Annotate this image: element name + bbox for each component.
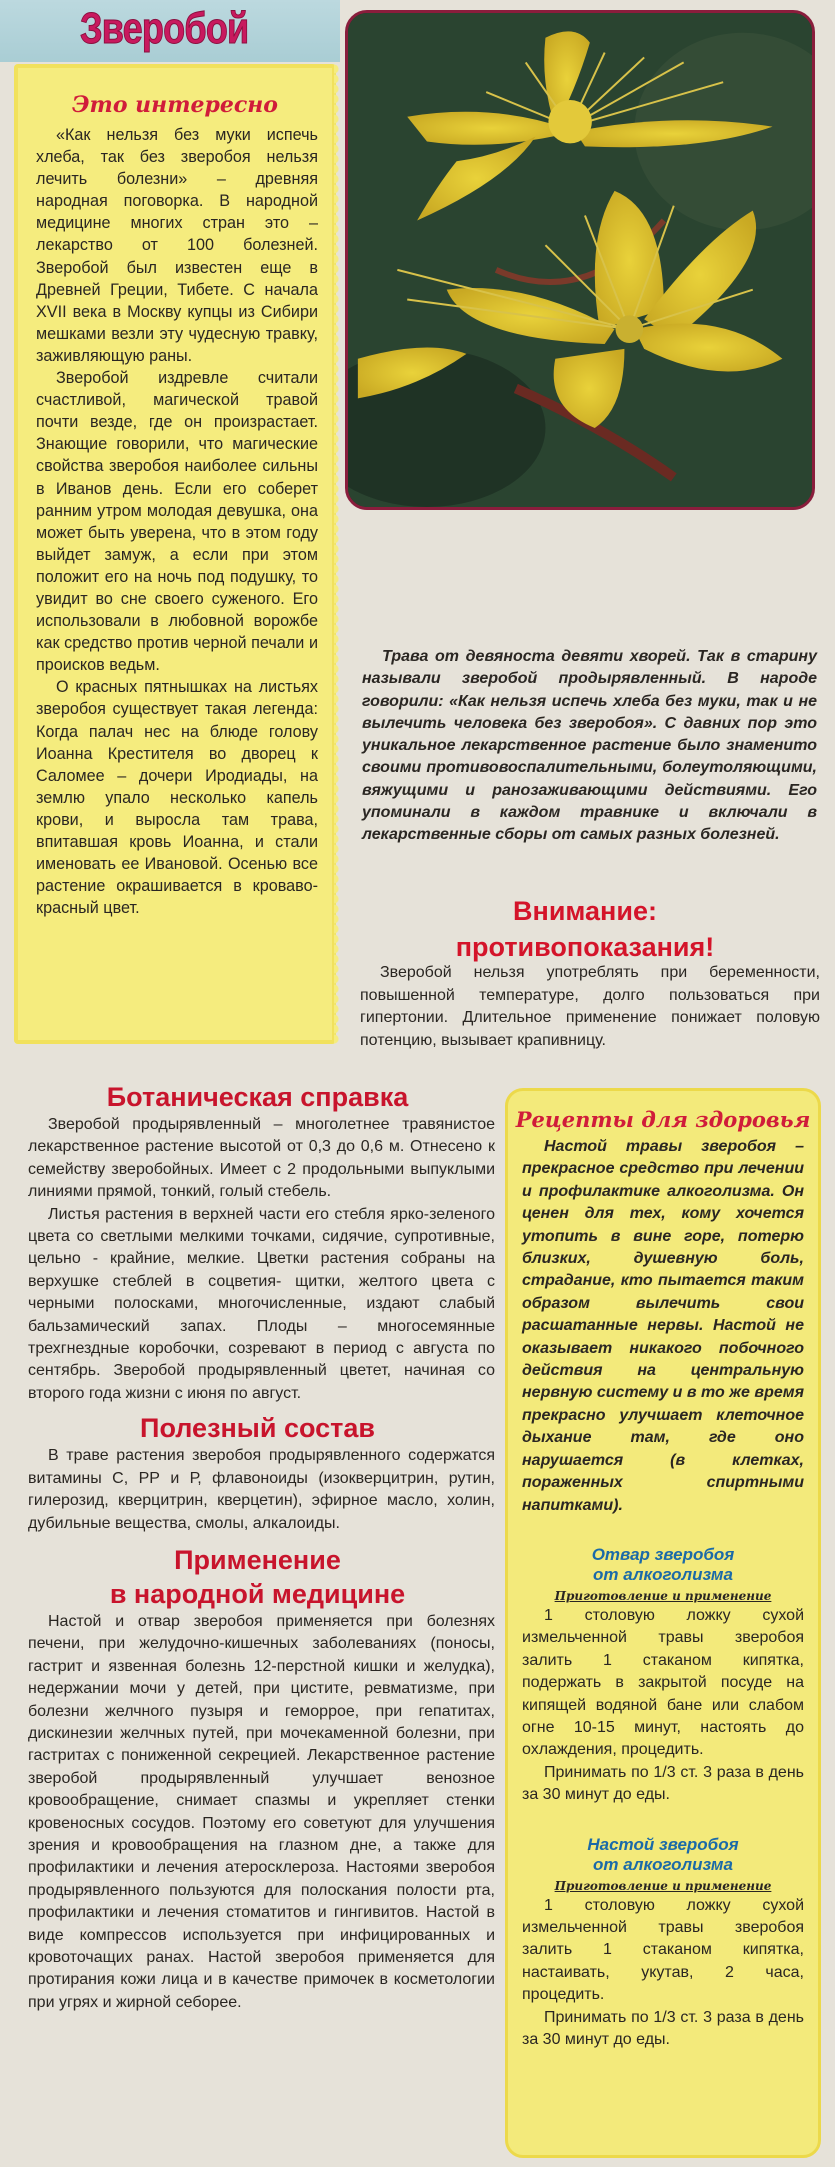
warning-title-line2: противопоказания! bbox=[455, 932, 715, 962]
interesting-paragraph: О красных пятнышках на листьях зверобоя существует такая легенда: Когда палач нес на блюде голову Иоанна Крестителя во дворец к Саломее – дочери Иродиады, на землю упало несколько капель крови, и выросла там трава, впитавшая кровь Иоанна, и стали именовать ее Ивановой. Осенью все растение окрашивается в кроваво-красный цвет. bbox=[36, 678, 318, 918]
usage-title-line1: Применение bbox=[174, 1544, 341, 1575]
usage-title bbox=[20, 1543, 495, 1611]
recipe-text bbox=[508, 1895, 818, 2052]
botany-text bbox=[20, 1114, 495, 1405]
recipe-step: Принимать по 1/3 ст. 3 раза в день за 30 минут до еды. bbox=[522, 2008, 804, 2048]
recipe-title bbox=[508, 1835, 818, 1875]
recipe-prep-label: Приготовление и применение bbox=[554, 1878, 772, 1893]
recipe-title bbox=[508, 1545, 818, 1585]
recipe-item bbox=[508, 1545, 818, 1807]
botany-paragraph: Зверобой продырявленный – многолетнее травянистое лекарственное растение высотой от 0,3 до 0,6 м. Отнесено к семейству зверобойных. Имеет с 2 продольными выпуклыми линиями прямой, тонкий, голый стебель. bbox=[28, 1116, 495, 1201]
usage-title-line2: в народной медицине bbox=[109, 1578, 406, 1609]
botany-column bbox=[20, 1080, 495, 2014]
st-johns-wort-photo bbox=[345, 10, 815, 510]
recipe-step: Принимать по 1/3 ст. 3 раза в день за 30 минут до еды. bbox=[522, 1763, 804, 1804]
masthead-title: Зверобой bbox=[80, 4, 249, 53]
recipes-box bbox=[505, 1088, 821, 2158]
recipe-title-line2: от алкоголизма bbox=[593, 1564, 733, 1584]
flower-illustration-icon bbox=[348, 13, 812, 507]
interesting-title: Это интересно bbox=[72, 92, 278, 118]
composition-title: Полезный состав bbox=[140, 1413, 375, 1444]
recipes-intro-paragraph: Настой травы зверобоя – прекрасное средство при лечении и профилактике алкоголизма. Он ценен для тех, кому хочется утопить в вине горе, потерю близких, душевную боль, страдание, кто пытается таким образом вылечить свои расшатанные нервы. Настой не оказывает никакого побочного действия на центральную нервную систему и в то же время прекрасно улучшает клеточное дыхание там, где оно нарушается (в клетках, пораженных спиртными напитками). bbox=[522, 1138, 804, 1514]
composition-paragraph: В траве растения зверобоя продырявленного содержатся витамины С, РР и Р, флавоноиды (изокверцитрин, рутин, гилерозид, кверцитрин, кверцетин), эфирное масло, холин, дубильные вещества, смолы, алкалоиды. bbox=[28, 1447, 495, 1532]
recipes-title: Рецепты для здоровья bbox=[515, 1107, 811, 1132]
recipe-step: 1 столовую ложку сухой измельченной травы зверобоя залить 1 стаканом кипятка, настаивать, укутав, 2 часа, процедить. bbox=[522, 1896, 804, 2004]
recipe-title-line1: Настой зверобоя bbox=[587, 1834, 739, 1854]
caption-text: Трава от девяноста девяти хворей. Так в старину называли зверобой продырявленный. В народе говорили: «Как нельзя испечь хлеба без муки, так и не вылечить человека без зверобоя». С давних пор это уникальное лекарственное растение было знаменито своими противовоспалительными, болеутоляющими, вяжущими и ранозаживающими действиями. Его упоминали в каждом травнике и включали в лекарственные сборы от самых разных болезней. bbox=[362, 648, 817, 844]
warning-paragraph: Зверобой нельзя употреблять при беременности, повышенной температуре, долго пользоваться при гипертонии. Длительное применение понижает половую потенцию, вызывает крапивницу. bbox=[360, 964, 820, 1049]
recipe-title-line1: Отвар зверобоя bbox=[591, 1544, 735, 1564]
recipes-intro bbox=[508, 1132, 818, 1517]
recipe-text bbox=[508, 1605, 818, 1807]
warning-text bbox=[360, 962, 820, 1052]
botany-paragraph: Листья растения в верхней части его стебля ярко-зеленого цвета со светлыми мелкими точками, сидячие, супротивные, цельно - крайние, мелкие. Цветки растения собраны на верхушке стеблей в соцветия- щитки, желтого цвета с черными полосками, многочисленные, издают слабый бальзамический запах. Плоды – многосемянные трехгнездные коробочки, созревают в период с августа по сентябрь. Зверобой продырявленный цветет, начиная со второго года жизни с июня по август. bbox=[28, 1205, 495, 1402]
photo-caption bbox=[362, 646, 817, 847]
interesting-paragraph: Зверобой издревле считали счастливой, магической травой почти везде, где он произрастает. Знающие говорили, что магические свойства зверобоя наиболее сильны в Иванов день. Если его соберет ранним утром молодая девушка, она может быть уверена, что в этом году выйдет замуж, а если при этом положит его на ночь под подушку, то увидит во сне своего суженого. Его использовали в любовной ворожбе как средство против черной печали и происков ведьм. bbox=[36, 369, 318, 675]
recipe-title-line2: от алкоголизма bbox=[593, 1854, 733, 1874]
usage-paragraph: Настой и отвар зверобоя применяется при болезнях печени, при желудочно-кишечных заболеваниях (поносы, гастрит и язвенная болезнь 12-перстной кишки и желудка), недержании мочи у детей, при цистите, ревматизме, при болезни желчного пузыря и геморрое, при гепатитах, дискинезии желчных путей, при мочекаменной болезни, при гастритах с пониженной секрецией. Лекарственное растение зверобой продырявленный улучшает венозное кровообращение, снимает спазмы и укрепляет стенки кровеносных сосудов. Поэтому его советуют для улучшения зрения и кровообращения на глазном дне, а также для профилактики и лечения атеросклероза. Настоями зверобоя продырявленного пользуются для полоскания полости рта, профилактики и лечения стоматитов и гингивитов. Настой в виде компрессов используется при инфицированных и кровоточащих ранах. Настой зверобоя применяется для протирания кожи лица и в качестве примочек в косметологии при угрях и жирной себорее. bbox=[28, 1612, 495, 2011]
interesting-box bbox=[14, 64, 336, 1044]
botany-title: Ботаническая справка bbox=[106, 1082, 409, 1112]
usage-text bbox=[20, 1611, 495, 2014]
warning-title-line1: Внимание: bbox=[513, 896, 657, 926]
recipe-prep-label: Приготовление и применение bbox=[554, 1588, 772, 1603]
recipe-step: 1 столовую ложку сухой измельченной травы зверобоя залить 1 стаканом кипятка, подержать в закрытой посуде на кипящей водяной бане или слабом огне 10-15 минут, настоять до охлаждения, процедить. bbox=[522, 1606, 804, 1759]
recipe-item bbox=[508, 1835, 818, 2052]
warning-title bbox=[340, 893, 830, 965]
interesting-paragraph: «Как нельзя без муки испечь хлеба, так без зверобоя нельзя лечить болезни» – древняя народная поговорка. В народной медицине многих стран это – лекарство от 100 болезней. Зверобой был известен еще в Древней Греции, Тибете. С начала XVII века в Москву купцы из Сибири мешками везли эту чудесную травку, заживляющую раны. bbox=[36, 126, 318, 365]
interesting-text bbox=[14, 124, 336, 919]
composition-text bbox=[20, 1445, 495, 1535]
